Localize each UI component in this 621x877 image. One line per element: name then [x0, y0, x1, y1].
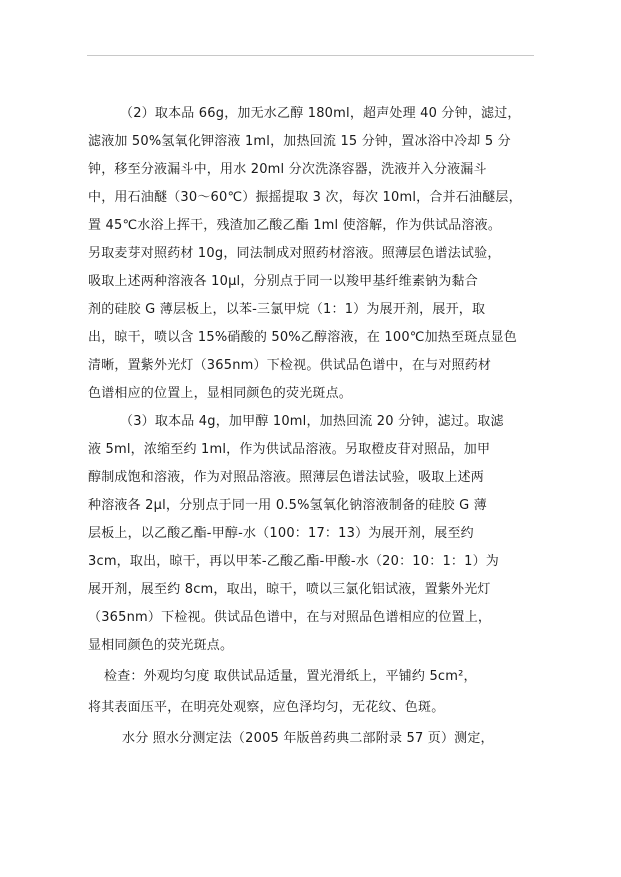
- text-line: （3）取本品 4g，加甲醇 10ml，加热回流 20 分钟，滤过。取滤: [120, 414, 504, 429]
- text-line: 色谱相应的位置上，显相同颜色的荧光斑点。: [88, 386, 353, 401]
- text-line: （2）取本品 66g，加无水乙醇 180ml，超声处理 40 分钟，滤过，: [120, 106, 521, 121]
- text-line: 层板上，以乙酸乙酯-甲醇-水（100：17：13）为展开剂，展至约: [88, 526, 474, 541]
- text-line: （365nm）下检视。供试品色谱中，在与对照品色谱相应的位置上，: [88, 610, 492, 625]
- text-line: 3cm，取出，晾干，再以甲苯-乙酸乙酯-甲酸-水（20：10：1：1）为: [88, 554, 499, 569]
- text-line: 将其表面压平，在明亮处观察，应色泽均匀，无花纹、色斑。: [88, 700, 445, 715]
- text-line: 显相同颜色的荧光斑点。: [88, 638, 234, 653]
- text-line: 滤液加 50%氢氧化钾溶液 1ml，加热回流 15 分钟，置冰浴中冷却 5 分: [88, 134, 511, 149]
- text-line: 种溶液各 2μl，分别点于同一用 0.5%氢氧化钠溶液制备的硅胶 G 薄: [88, 498, 487, 513]
- text-line: 水分 照水分测定法（2005 年版兽药典二部附录 57 页）测定，: [122, 731, 494, 746]
- text-line: 清晰，置紫外光灯（365nm）下检视。供试品色谱中，在与对照药材: [88, 358, 492, 373]
- text-line: 剂的硅胶 G 薄层板上，以苯-三氯甲烷（1：1）为展开剂，展开，取: [88, 302, 486, 317]
- text-line: 吸取上述两种溶液各 10μl，分别点于同一以羧甲基纤维素钠为黏合: [88, 274, 478, 289]
- text-line: 另取麦芽对照药材 10g，同法制成对照药材溶液。照薄层色谱法试验，: [88, 246, 501, 261]
- text-line: 液 5ml，浓缩至约 1ml，作为供试品溶液。另取橙皮苷对照品，加甲: [88, 442, 491, 457]
- text-line: 醇制成饱和溶液，作为对照品溶液。照薄层色谱法试验，吸取上述两: [88, 470, 485, 485]
- text-line: 置 45℃水浴上挥干，残渣加乙酸乙酯 1ml 使溶解，作为供试品溶液。: [88, 218, 502, 233]
- text-line: 钟，移至分液漏斗中，用水 20ml 分次洗涤容器，洗液并入分液漏斗: [88, 162, 487, 177]
- text-line: 中，用石油醚（30～60℃）振摇提取 3 次，每次 10ml，合并石油醚层，: [88, 190, 522, 205]
- text-line: 展开剂，展至约 8cm，取出，晾干，喷以三氯化铝试液，置紫外光灯: [88, 582, 491, 597]
- text-line: 出，晾干，喷以含 15%硝酸的 50%乙醇溶液，在 100℃加热至斑点显色: [88, 330, 517, 345]
- text-line: 检查：外观均匀度 取供试品适量，置光滑纸上，平铺约 5cm²，: [104, 669, 477, 684]
- header-rule: [87, 55, 534, 56]
